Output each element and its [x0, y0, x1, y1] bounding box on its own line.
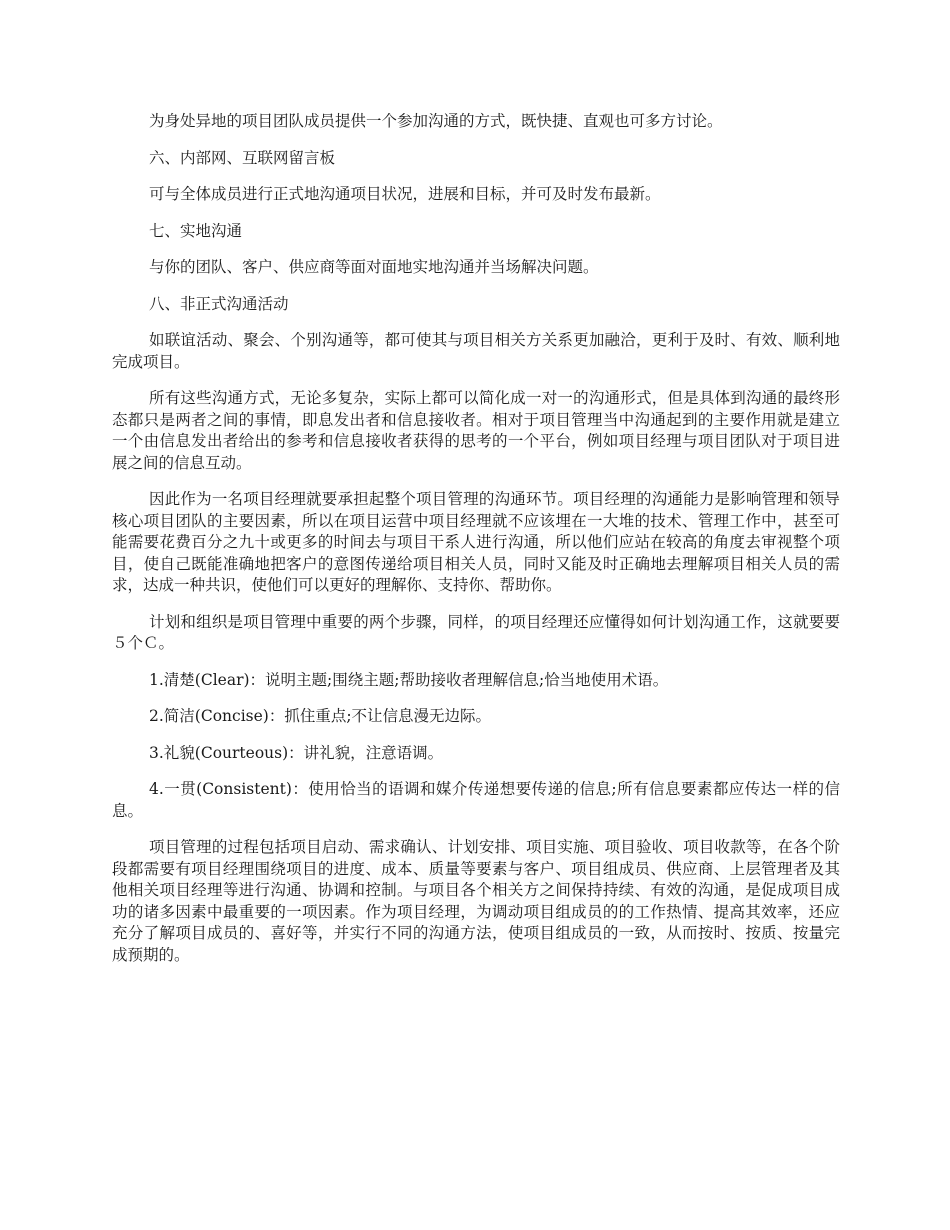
document-body [112, 111, 840, 981]
paragraph: 可与全体成员进行正式地沟通项目状况，进展和目标，并可及时发布最新。 [149, 185, 661, 203]
paragraph: 与你的团队、客户、供应商等面对面地实地沟通并当场解决问题。 [149, 258, 599, 276]
list-item: 3.礼貌(Courteous)：讲礼貌，注意语调。 [149, 743, 444, 762]
list-item: 4.一贯(Consistent)：使用恰当的语调和媒介传递想要传递的信息;所有信息要素都应传达一样的信息。 [112, 780, 840, 820]
paragraph: 计划和组织是项目管理中重要的两个步骤，同样，的项目经理还应懂得如何计划沟通工作，这就要要５个Ｃ。 [112, 612, 840, 652]
paragraph: 因此作为一名项目经理就要承担起整个项目管理的沟通环节。项目经理的沟通能力是影响管理和领导核心项目团队的主要因素，所以在项目运营中项目经理就不应该埋在一大堆的技术、管理工作中，甚至可能需要花费百分之九十或更多的时间去与项目干系人进行沟通，所以他们应站在较高的角度去审视整个项目，使自己既能准确地把客户的意图传递给项目相关人员，同时又能及时正确地去理解项目相关人员的需求，达成一种共识，使他们可以更好的理解你、支持你、帮助你。 [112, 490, 840, 594]
list-item: 1.清楚(Clear)：说明主题;围绕主题;帮助接收者理解信息;恰当地使用术语。 [149, 670, 669, 689]
section-heading: 八、非正式沟通活动 [149, 294, 289, 313]
paragraph: 如联谊活动、聚会、个别沟通等，都可使其与项目相关方关系更加融洽，更利于及时、有效、顺利地完成项目。 [112, 331, 840, 371]
paragraph: 为身处异地的项目团队成员提供一个参加沟通的方式，既快捷、直观也可多方讨论。 [149, 112, 723, 130]
paragraph: 所有这些沟通方式，无论多复杂，实际上都可以简化成一对一的沟通形式，但是具体到沟通的最终形态都只是两者之间的事情，即息发出者和信息接收者。相对于项目管理当中沟通起到的主要作用就是建立一个由信息发出者给出的参考和信息接收者获得的思考的一个平台，例如项目经理与项目团队对于项目进展之间的信息互动。 [112, 389, 840, 472]
paragraph: 项目管理的过程包括项目启动、需求确认、计划安排、项目实施、项目验收、项目收款等，在各个阶段都需要有项目经理围绕项目的进度、成本、质量等要素与客户、项目组成员、供应商、上层管理者及其他相关项目经理等进行沟通、协调和控制。与项目各个相关方之间保持持续、有效的沟通，是促成项目成功的诸多因素中最重要的一项因素。作为项目经理，为调动项目组成员的的工作热情、提高其效率，还应充分了解项目成员的、喜好等，并实行不同的沟通方法，使项目组成员的一致，从而按时、按质、按量完成预期的。 [112, 838, 840, 964]
section-heading: 六、内部网、互联网留言板 [149, 148, 336, 167]
section-heading: 七、实地沟通 [149, 221, 243, 240]
list-item: 2.简洁(Concise)：抓住重点;不让信息漫无边际。 [149, 707, 492, 725]
